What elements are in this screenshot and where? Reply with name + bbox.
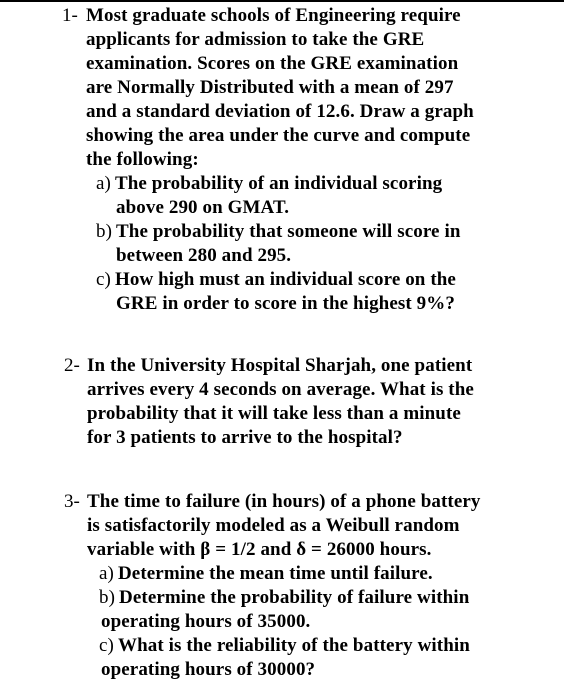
part-text-line: Determine the mean time until failure.: [117, 563, 433, 584]
part-text-line: What is the reliability of the battery within: [117, 635, 470, 656]
question-number: 1-: [62, 5, 78, 26]
question-text-line: variable with β = 1/2 and δ = 26000 hours.: [87, 539, 432, 560]
part-label: c): [96, 269, 111, 290]
question-text-line: In the University Hospital Sharjah, one patient: [87, 355, 473, 376]
part-text-line: Determine the probability of failure within: [119, 587, 470, 608]
question-text-line: probability that it will take less than a minute: [87, 403, 461, 424]
question-text-line: showing the area under the curve and compute: [86, 125, 471, 146]
question-text-line: and a standard deviation of 12.6. Draw a graph: [86, 101, 474, 122]
part-label: b): [96, 221, 113, 242]
part-text-line: operating hours of 30000?: [101, 659, 316, 680]
part-text-line: GRE in order to score in the highest 9%?: [116, 293, 455, 314]
question-text-line: Most graduate schools of Engineering require: [86, 5, 461, 26]
part-label: b): [99, 587, 116, 608]
question-text-line: the following:: [86, 149, 199, 170]
part-text-line: How high must an individual score on the: [114, 269, 456, 290]
part-text-line: The probability that someone will score in: [116, 221, 461, 242]
question-text-line: for 3 patients to arrive to the hospital?: [87, 427, 403, 448]
part-label: a): [99, 563, 114, 584]
question-text-line: are Normally Distributed with a mean of 297: [86, 77, 454, 98]
question-text-line: applicants for admission to take the GRE: [86, 29, 425, 50]
part-text-line: between 280 and 295.: [116, 245, 292, 266]
top-rule: [0, 0, 564, 2]
part-label: a): [96, 173, 111, 194]
part-text-line: operating hours of 35000.: [101, 611, 311, 632]
part-label: c): [99, 635, 114, 656]
question-text-line: arrives every 4 seconds on average. What is the: [87, 379, 474, 400]
question-text-line: is satisfactorily modeled as a Weibull random: [87, 515, 460, 536]
part-text-line: above 290 on GMAT.: [116, 197, 290, 218]
question-number: 3-: [64, 491, 80, 512]
question-text-line: examination. Scores on the GRE examination: [86, 53, 459, 74]
question-text-line: The time to failure (in hours) of a phone battery: [87, 491, 481, 512]
question-number: 2-: [64, 355, 80, 376]
part-text-line: The probability of an individual scoring: [114, 173, 443, 194]
